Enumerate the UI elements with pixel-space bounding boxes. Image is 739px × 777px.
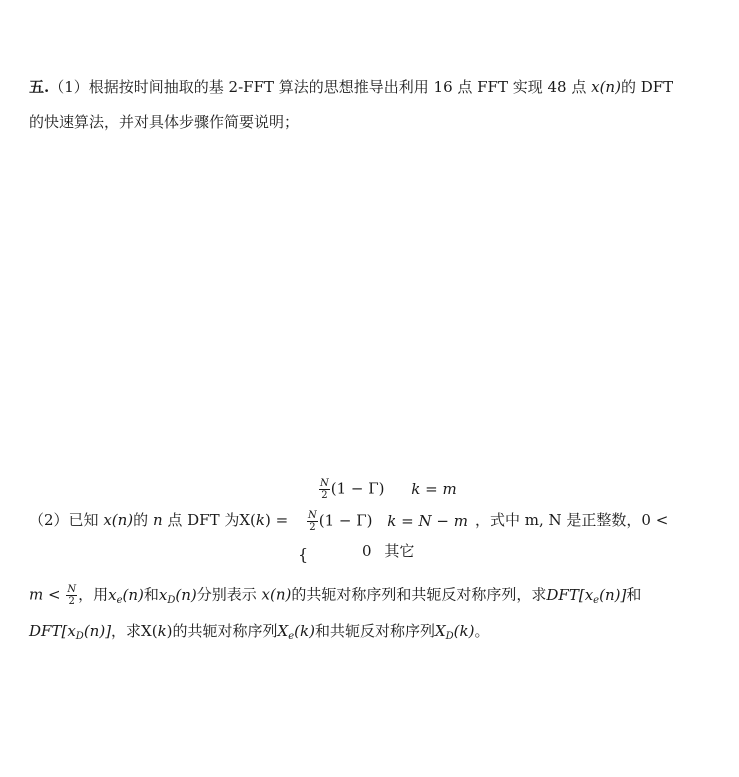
part2-text-c: 点 DFT 为X( — [162, 511, 256, 529]
part2-label: （2） — [29, 511, 69, 529]
case2-expr: (1 − Γ) — [318, 511, 373, 530]
case-1 — [318, 478, 457, 501]
line3-c: 的共轭对称序列和共轭反对称序列，求 — [291, 585, 547, 604]
dft-xd: $DFT[x_D(n)]$ — [29, 622, 112, 642]
line4-end: 。 — [474, 622, 490, 640]
part1-line1 — [29, 77, 673, 97]
fraction-n-over-2-c: $\frac{N}{2}$ — [67, 584, 77, 607]
line4-a: ，求X( — [111, 622, 158, 640]
xn-symbol-3: x(n) — [261, 585, 292, 604]
m-less: m < — [29, 585, 61, 604]
and-1: 和 — [143, 585, 159, 604]
k-var-2: k — [157, 622, 167, 640]
Xe-symbol: $X_e(k)$ — [277, 622, 315, 642]
fraction-n-over-2-b: $\frac{N}{2}$ — [308, 510, 317, 533]
line3-end: 和 — [626, 585, 642, 604]
case-2 — [306, 510, 468, 533]
xe-symbol: $x_e(n)$ — [108, 585, 144, 606]
part1-text-b: 的 DFT — [620, 78, 674, 96]
line3-b: 分别表示 — [196, 585, 262, 604]
part2-after: ，式中 m, N 是正整数，0 < — [475, 511, 669, 529]
line4-c: 和共轭反对称序列 — [314, 622, 435, 640]
part2-text-d: ) = — [264, 511, 289, 529]
xd-symbol: $x_D(n)$ — [158, 585, 197, 606]
case3-cond: 其它 — [384, 542, 415, 560]
xn-symbol-2: x(n) — [103, 511, 134, 529]
case1-cond: k = m — [411, 479, 457, 498]
line3-a: ，用 — [78, 585, 109, 604]
line4-b: )的共轭对称序列 — [166, 622, 278, 640]
part1-text-a: 根据按时间抽取的基 2-FFT 算法的思想推导出利用 16 点 FFT 实现 48 点 — [88, 78, 592, 96]
case-3 — [362, 541, 414, 561]
n-var: n — [152, 511, 163, 529]
part2-text-b: 的 — [133, 511, 153, 529]
part2-line2 — [29, 584, 641, 611]
part2-line1 — [29, 510, 288, 530]
part2-text-a: 已知 — [68, 511, 104, 529]
case1-expr: (1 − Γ) — [330, 479, 385, 498]
k-var: k — [255, 511, 265, 529]
part1-label: （1） — [49, 78, 89, 96]
case2-cond: k = N − m — [387, 511, 468, 530]
brace-symbol: { — [298, 545, 309, 564]
Xd-symbol: $X_D(k)$ — [434, 622, 475, 642]
case3-value: 0 — [362, 542, 372, 560]
fraction-n-over-2: $\frac{N}{2}$ — [320, 478, 329, 501]
xn-symbol: x(n) — [591, 78, 621, 96]
part2-line3 — [29, 621, 489, 647]
part1-line2: 的快速算法，并对具体步骤作简要说明； — [29, 113, 300, 131]
dft-xe: $DFT[x_e(n)]$ — [546, 585, 627, 606]
question-number: 五. — [29, 78, 50, 96]
